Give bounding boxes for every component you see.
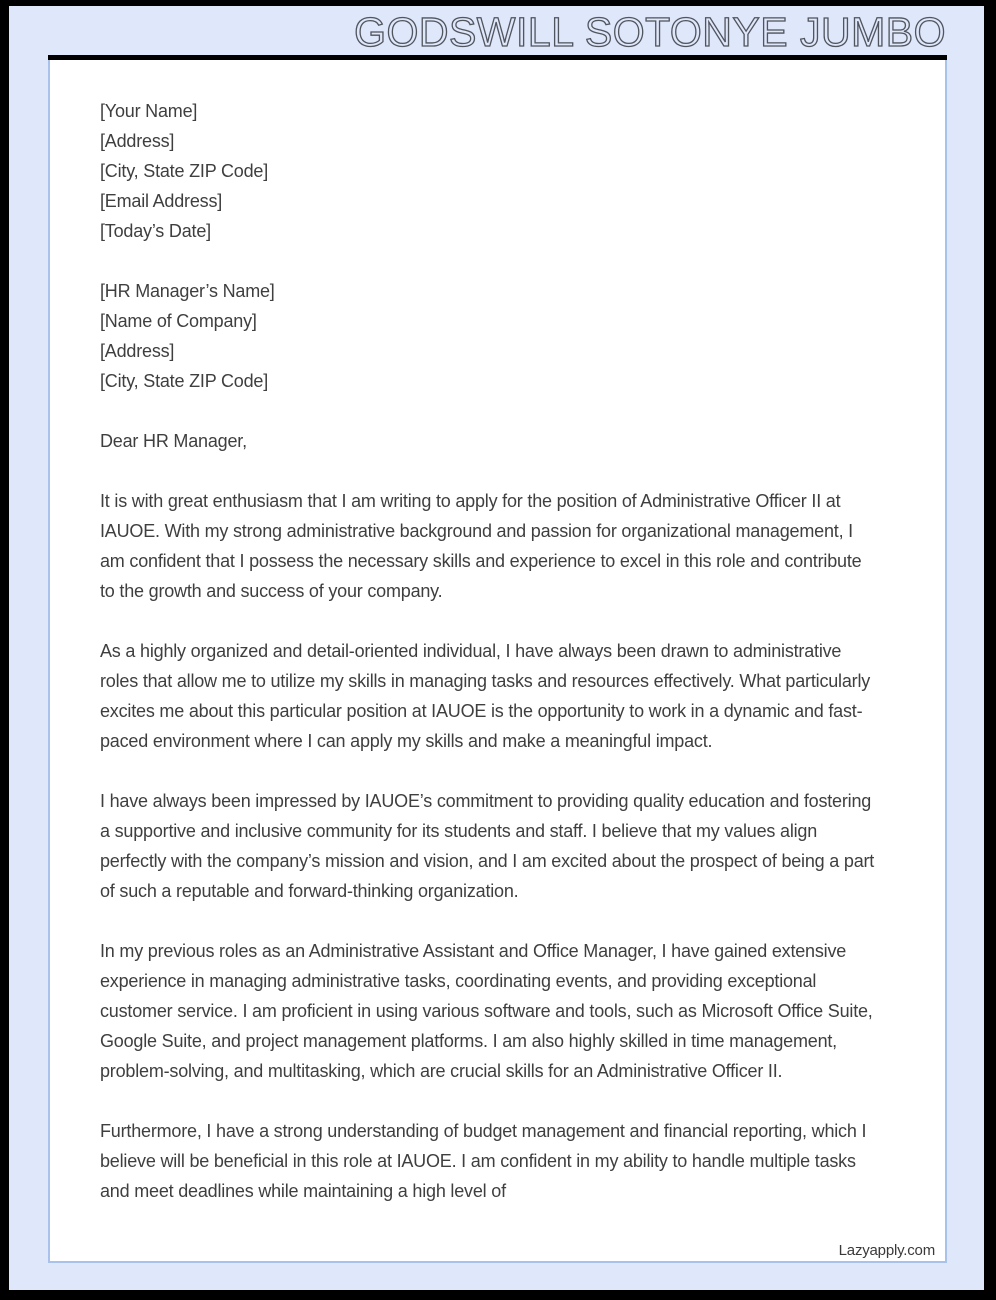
sender-line: [Today’s Date] (100, 221, 211, 241)
paragraph: I have always been impressed by IAUOE’s commitment to providing quality education and fostering a supportive and inclusive community for its students and staff. I believe that my values align perfectly with the company’s mission and vision, and I am excited about the prospect of being a part of such a reputable and forward-thinking organization. (100, 791, 875, 901)
paragraph: As a highly organized and detail-oriented individual, I have always been drawn to administrative roles that allow me to utilize my skills in managing tasks and resources effectively. What particularly excites me about this particular position at IAUOE is the opportunity to work in a dynamic and fast-paced environment where I can apply my skills and make a meaningful impact. (100, 641, 871, 751)
greeting: Dear HR Manager, (100, 431, 247, 451)
recipient-block (100, 276, 876, 396)
header-name: GODSWILL SOTONYE JUMBO (354, 9, 946, 55)
paragraph: It is with great enthusiasm that I am writing to apply for the position of Administrative Officer II at IAUOE. With my strong administrative background and passion for organizational management, I am confident that I possess the necessary skills and experience to excel in this role and contribute to the growth and success of your company. (100, 491, 862, 601)
recipient-line: [Name of Company] (100, 311, 257, 331)
sender-line: [Your Name] (100, 101, 198, 121)
sender-line: [Email Address] (100, 191, 223, 211)
paragraph: In my previous roles as an Administrative Assistant and Office Manager, I have gained extensive experience in managing administrative tasks, coordinating events, and providing exceptional customer service. I am proficient in using various software and tools, such as Microsoft Office Suite, Google Suite, and project management platforms. I am also highly skilled in time management, problem-solving, and multitasking, which are crucial skills for an Administrative Officer II. (100, 941, 873, 1081)
recipient-line: [Address] (100, 341, 175, 361)
header (9, 6, 984, 55)
letter-body (100, 96, 876, 1206)
paragraph: Furthermore, I have a strong understanding of budget management and financial reporting, which I believe will be beneficial in this role at IAUOE. I am confident in my ability to handle multiple tasks and meet deadlines while maintaining a high level of (100, 1121, 867, 1201)
lazyapply-watermark: Lazyapply.com (838, 1242, 935, 1259)
recipient-line: [City, State ZIP Code] (100, 371, 269, 391)
recipient-line: [HR Manager’s Name] (100, 281, 275, 301)
sender-line: [Address] (100, 131, 175, 151)
letter-page (48, 60, 947, 1263)
sender-line: [City, State ZIP Code] (100, 161, 269, 181)
sender-block (100, 96, 876, 246)
